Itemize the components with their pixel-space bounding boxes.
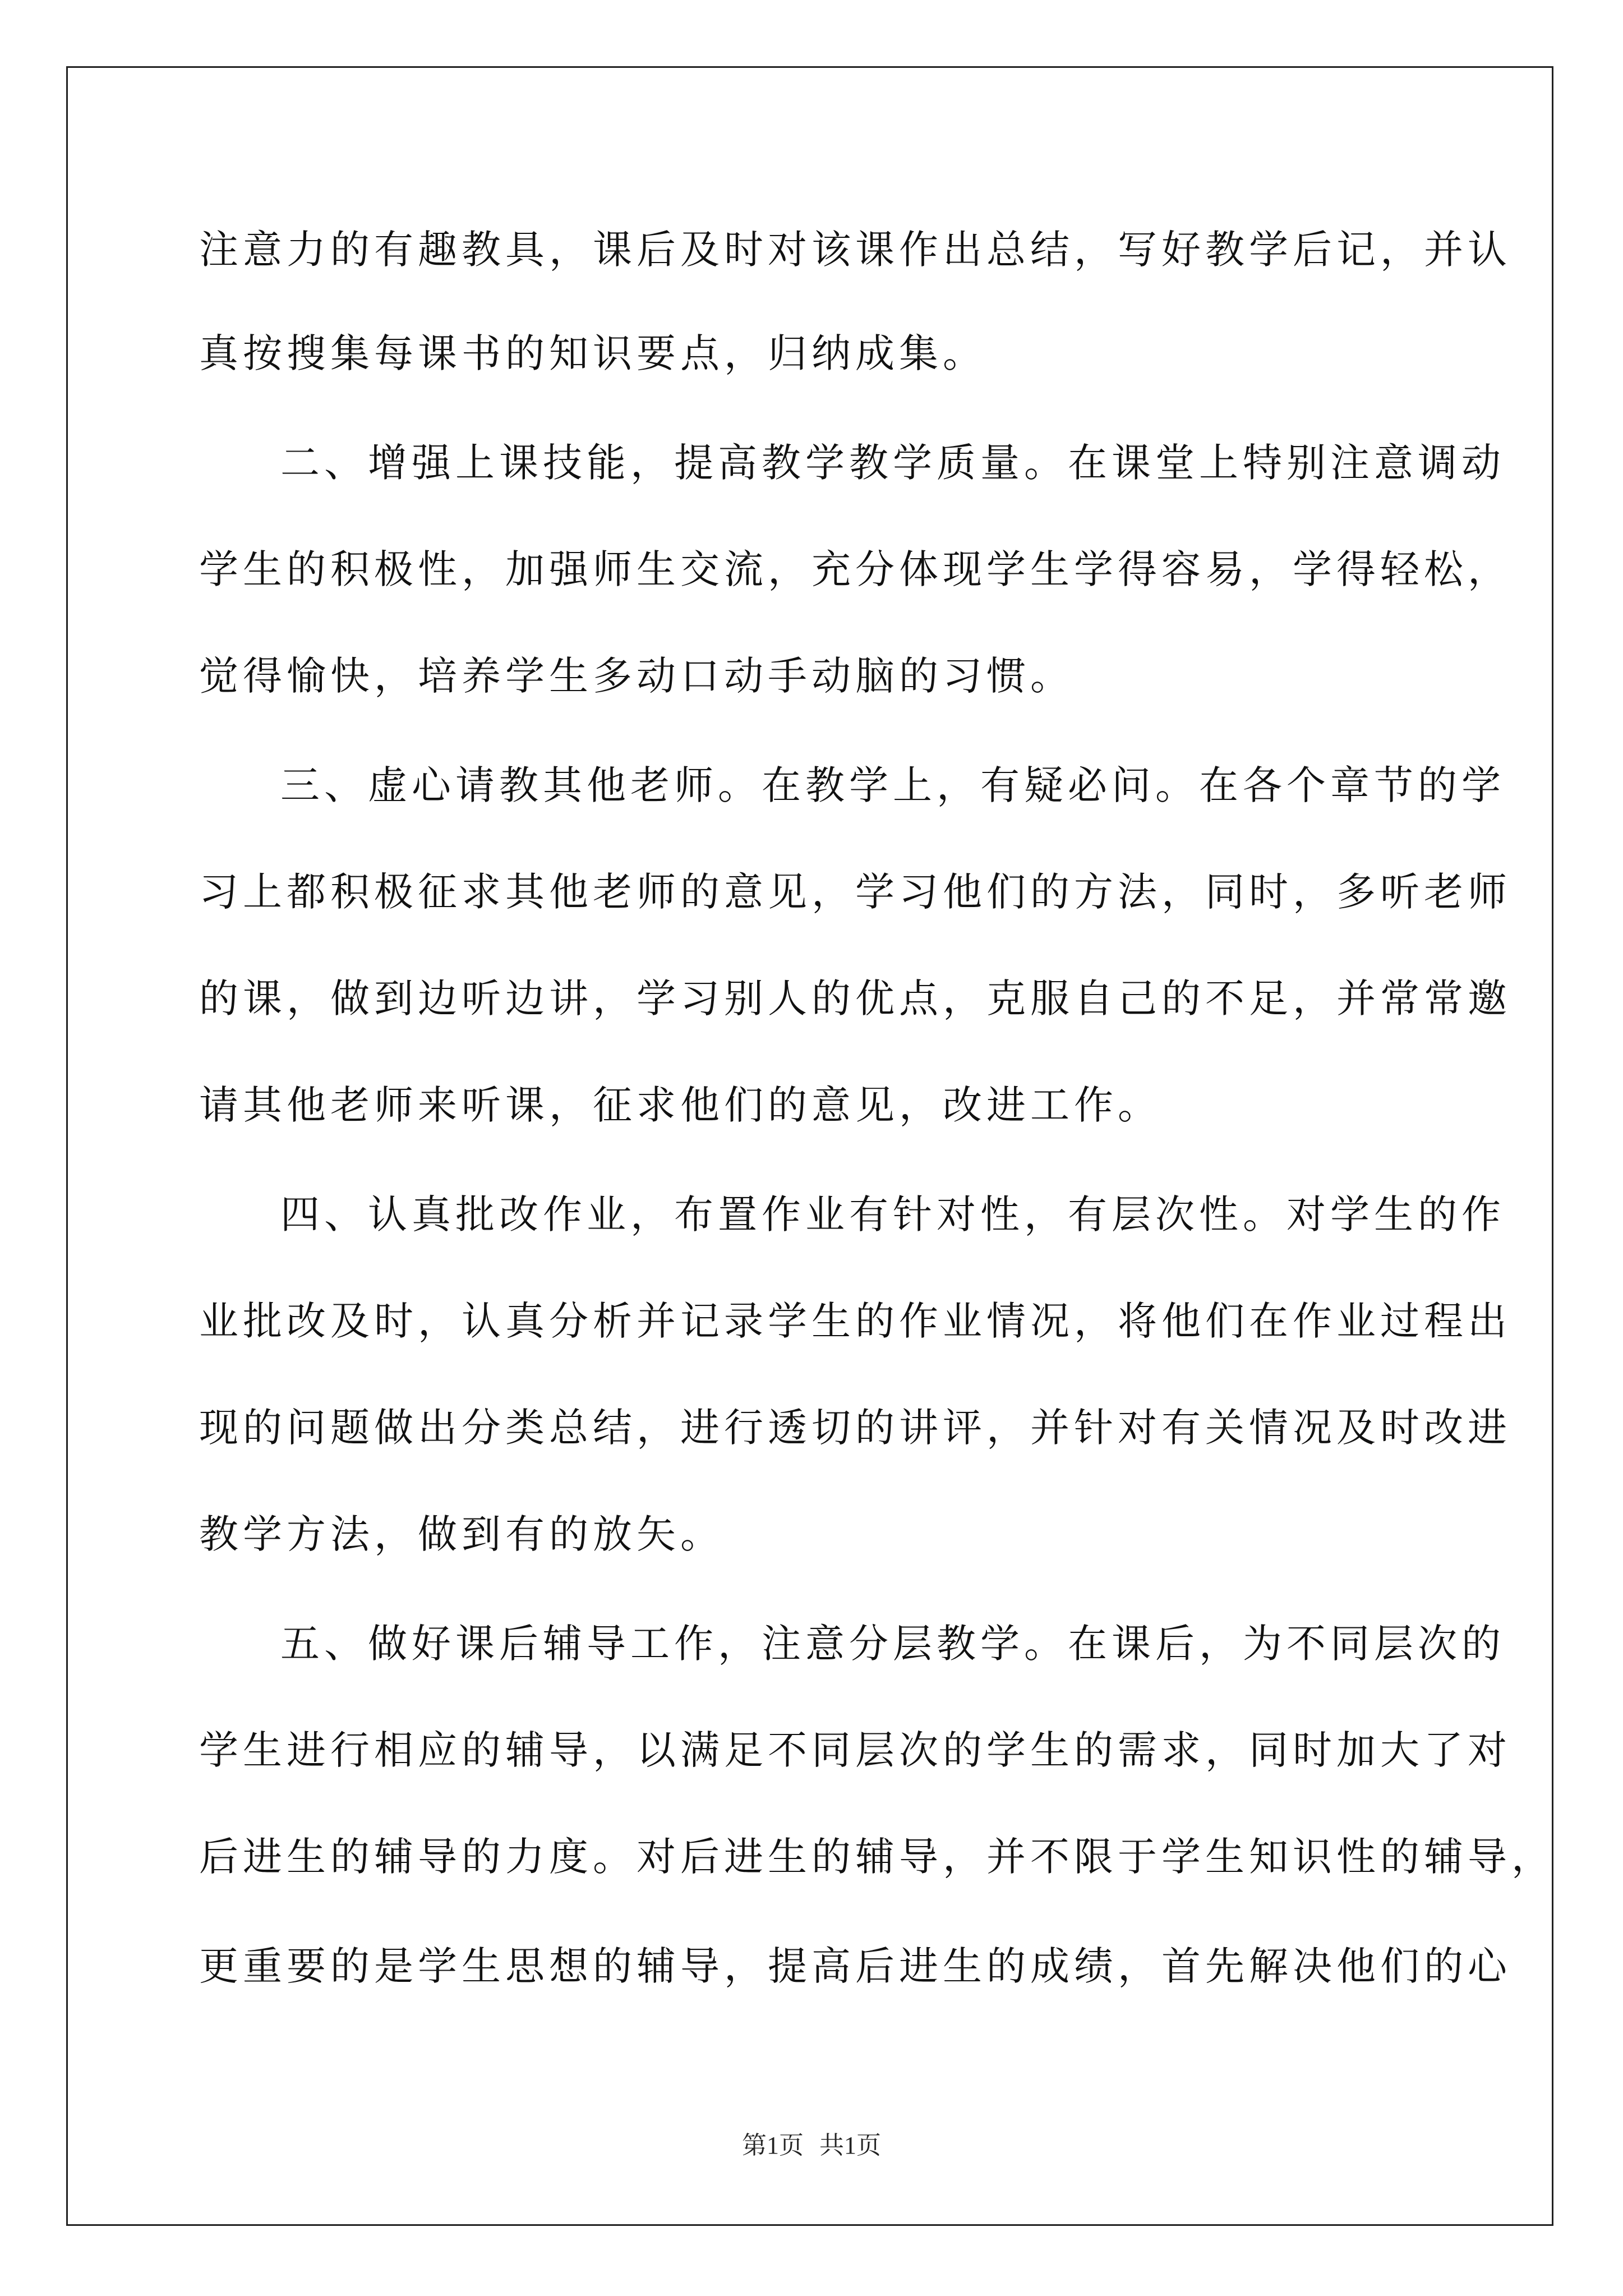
text-line: 业批改及时，认真分析并记录学生的作业情况，将他们在作业过程出 (199, 1298, 1511, 1344)
text-line: 的课，做到边听边讲，学习别人的优点，克服自己的不足，并常常邀 (199, 976, 1511, 1022)
text-line: 注意力的有趣教具，课后及时对该课作出总结，写好教学后记，并认 (199, 227, 1511, 273)
text-line: 教学方法，做到有的放矢。 (199, 1511, 724, 1557)
text-line: 学生的积极性，加强师生交流，充分体现学生学得容易，学得轻松， (199, 546, 1511, 592)
text-line: 现的问题做出分类总结，进行透切的讲评，并针对有关情况及时改进 (199, 1405, 1511, 1451)
text-line: 学生进行相应的辅导，以满足不同层次的学生的需求，同时加大了对 (199, 1727, 1511, 1773)
page-number: 第1页 (742, 2132, 804, 2159)
paragraph-start-line: 三、虚心请教其他老师。在教学上，有疑必问。在各个章节的学 (280, 762, 1505, 808)
text-line: 更重要的是学生思想的辅导，提高后进生的成绩，首先解决他们的心 (199, 1943, 1511, 1989)
paragraph-start-line: 四、认真批改作业，布置作业有针对性，有层次性。对学生的作 (280, 1191, 1505, 1237)
paragraph-start-line: 二、增强上课技能，提高教学教学质量。在课堂上特别注意调动 (280, 440, 1505, 486)
page-border (66, 66, 1553, 2226)
paragraph-start-line: 五、做好课后辅导工作，注意分层教学。在课后，为不同层次的 (280, 1621, 1505, 1667)
text-line: 后进生的辅导的力度。对后进生的辅导，并不限于学生知识性的辅导， (199, 1834, 1555, 1880)
text-line: 觉得愉快，培养学生多动口动手动脑的习惯。 (199, 653, 1074, 699)
page-footer (0, 2129, 1623, 2162)
text-line: 真按搜集每课书的知识要点，归纳成集。 (199, 330, 986, 376)
page-total: 共1页 (819, 2132, 881, 2159)
text-line: 习上都积极征求其他老师的意见，学习他们的方法，同时，多听老师 (199, 869, 1511, 915)
text-line: 请其他老师来听课，征求他们的意见，改进工作。 (199, 1082, 1161, 1128)
